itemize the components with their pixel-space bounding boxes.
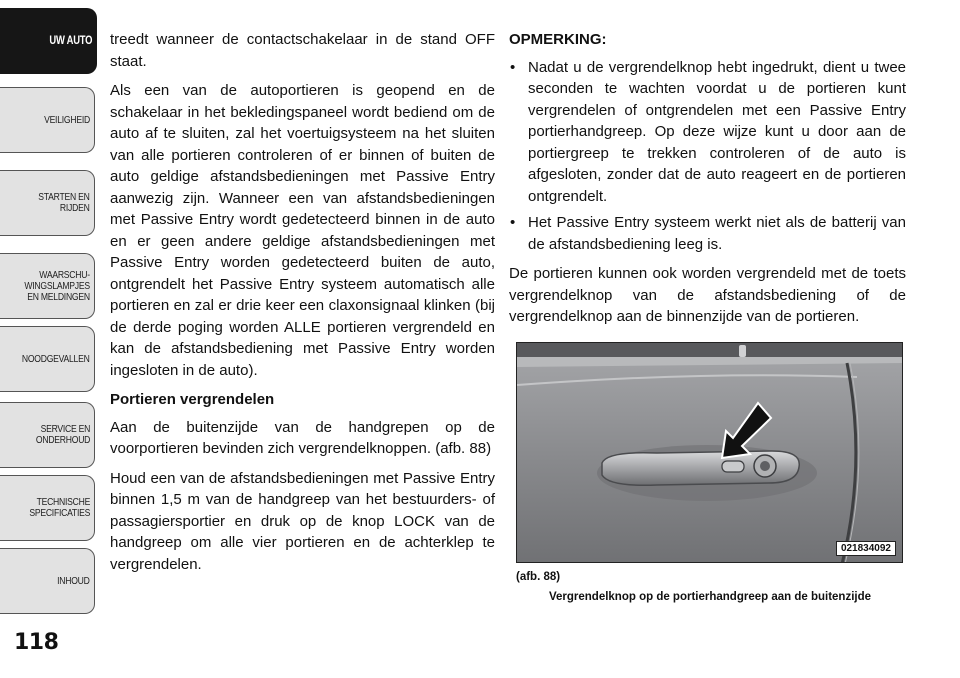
- list-item: • Het Passive Entry systeem werkt niet als de batterij van de afstandsbediening leeg is.: [509, 212, 906, 255]
- figure-caption: Vergrendelknop op de portierhandgreep aan de buitenzijde: [548, 591, 872, 603]
- tab-inhoud[interactable]: [0, 548, 95, 614]
- tab-starten-en-rijden[interactable]: [0, 170, 95, 236]
- tab-uw-auto[interactable]: [0, 8, 97, 74]
- list-item: • Nadat u de vergrendelknop hebt ingedrukt, dient u twee seconden te wachten voordat u de portieren kunt vergrendelen of ontgrendelen met een Passive Entry portierhandgreep. Op deze wijze kunt u door aan de portiergreep te trekken controleren of de auto is afgesloten, zonder dat de auto reageert en de portieren ontgrendelt.: [509, 57, 906, 208]
- tab-service-en-onderhoud[interactable]: [0, 402, 95, 468]
- door-handle-illustration: [517, 343, 903, 563]
- paragraph: Aan de buitenzijde van de handgrepen op de voorportieren bevinden zich vergrendelknoppen. (afb. 88): [110, 418, 495, 457]
- note-list: [509, 57, 906, 256]
- paragraph: Houd een van de afstandsbedieningen met Passive Entry binnen 1,5 m van de handgreep van het bestuurders- of passagiersportier en druk op de knop LOCK van de handgreep om alle vier portieren en de achterklep te vergrendelen.: [110, 469, 495, 573]
- tab-veiligheid[interactable]: [0, 87, 95, 153]
- figure-code: 021834092: [836, 541, 896, 556]
- door-handle-figure: [516, 342, 903, 563]
- tab-label: INHOUD: [57, 574, 90, 587]
- note-heading: OPMERKING:: [509, 31, 607, 48]
- tab-label: UW AUTO: [49, 34, 92, 47]
- tab-label: TECHNISCHE SPECIFICATIES: [29, 496, 90, 519]
- tab-label: SERVICE EN ONDERHOUD: [35, 423, 90, 446]
- left-column: [110, 29, 495, 583]
- tab-technische-specificaties[interactable]: [0, 475, 95, 541]
- tab-label: WAARSCHU- WINGSLAMPJES EN MELDINGEN: [24, 268, 90, 303]
- paragraph: treedt wanneer de contactschakelaar in de stand OFF staat.: [110, 31, 495, 70]
- tab-label: STARTEN EN RIJDEN: [38, 191, 90, 214]
- figure-reference: (afb. 88): [516, 571, 561, 583]
- tab-waarschuwingslampjes[interactable]: [0, 253, 95, 319]
- section-heading: Portieren vergrendelen: [110, 391, 275, 408]
- tab-noodgevallen[interactable]: [0, 326, 95, 392]
- page-number: 118: [14, 630, 59, 655]
- paragraph: Als een van de autoportieren is geopend en de schakelaar in het bekledingspaneel wordt bediend om de auto af te sluiten, zal het voertuigsysteem na het sluiten van alle portieren controleren of er binnen of buiten de auto geldige afstandsbedieningen met Passive Entry aanwezig zijn. Wanneer een van afstandsbedieningen met Passive Entry wordt gedetecteerd binnen in de auto en er geen andere geldige afstandsbedieningen met Passive Entry worden gedetecteerd buiten de auto, ontgrendelt het Passive Entry systeem automatisch alle portieren en zal er drie keer een claxonsignaal klinken (bij de derde poging worden ALLE portieren vergrendeld en kan de afstandsbediening met Passive Entry worden ingesloten in de auto).: [110, 82, 495, 379]
- right-column: [509, 29, 906, 336]
- tab-label: NOODGEVALLEN: [22, 352, 90, 365]
- tab-label: VEILIGHEID: [44, 113, 90, 126]
- paragraph: De portieren kunnen ook worden vergrendeld met de toets vergrendelknop van de afstandsbediening of de vergrendelknop aan de binnenzijde van de portieren.: [509, 265, 906, 325]
